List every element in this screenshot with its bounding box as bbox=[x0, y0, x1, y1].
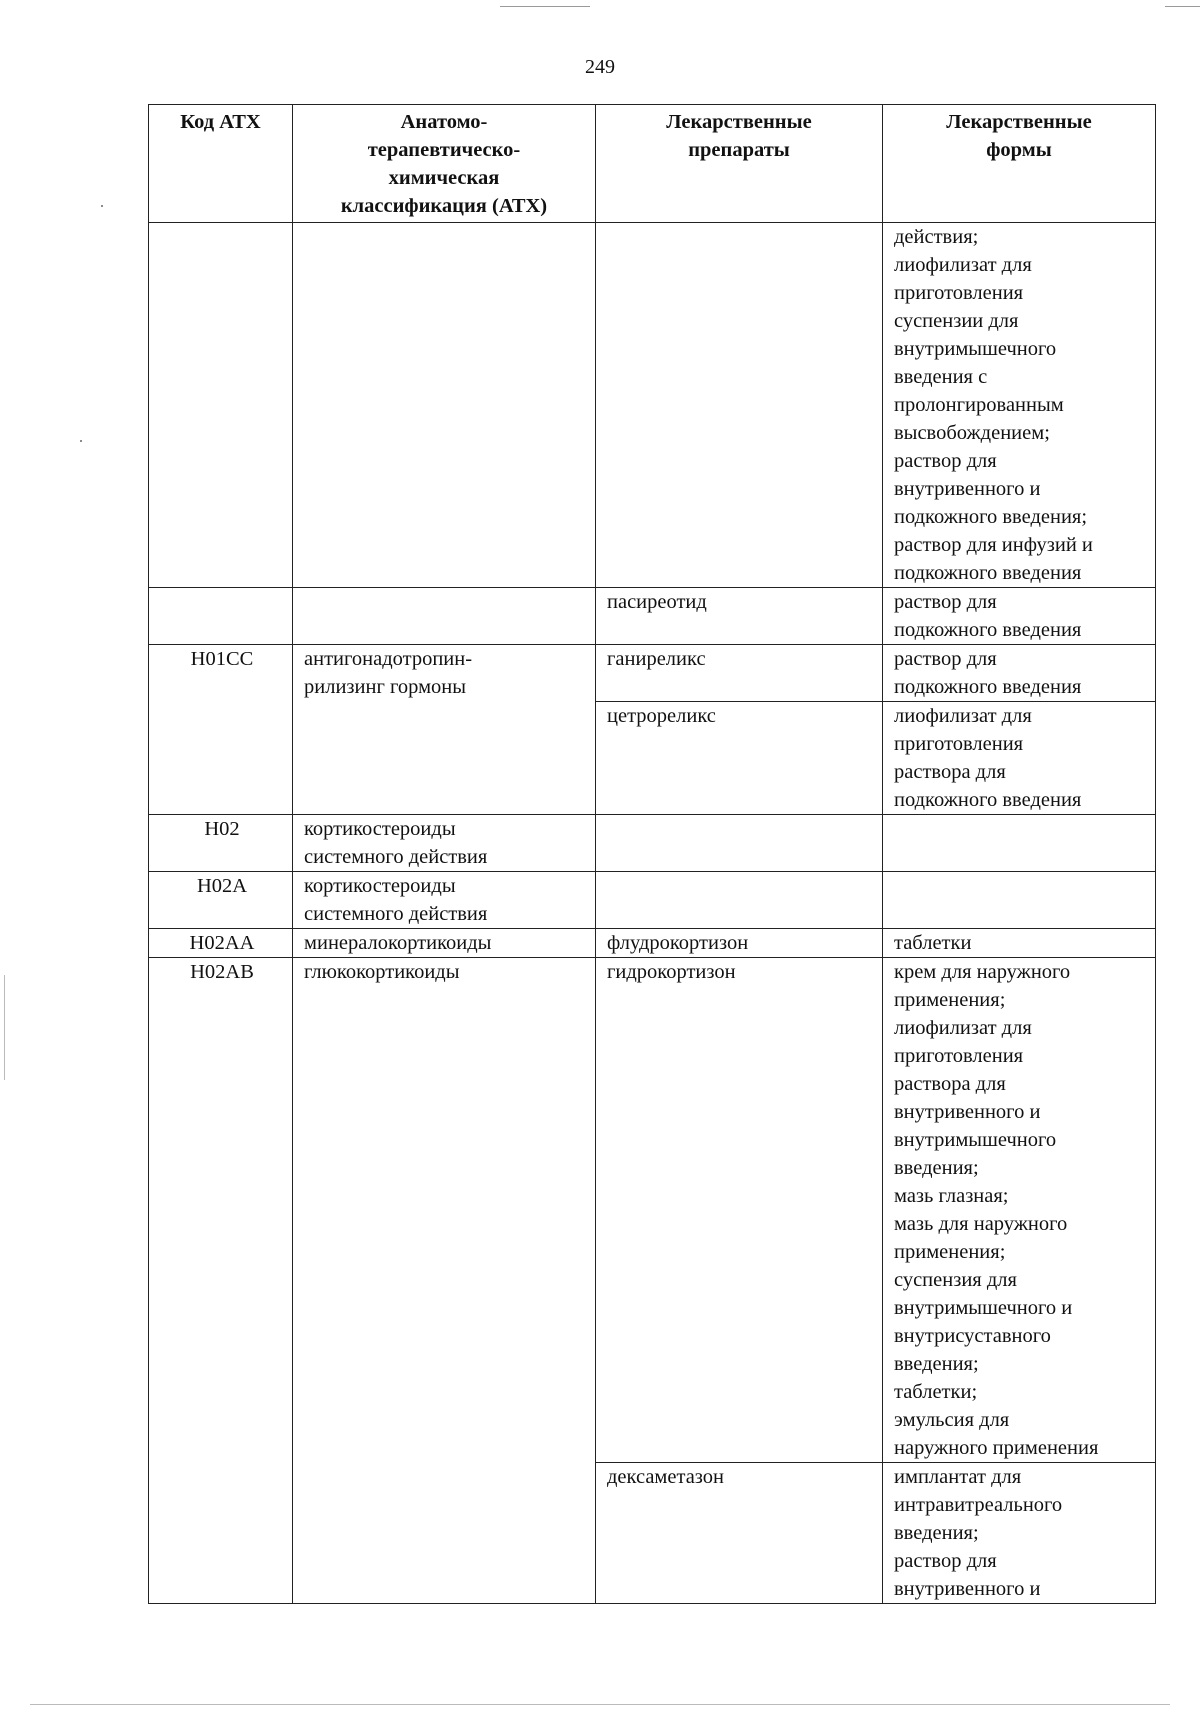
dosage-forms-cell bbox=[883, 1463, 1156, 1604]
cell-text-line: дексаметазон bbox=[607, 1466, 725, 1488]
page-number: 249 bbox=[585, 56, 615, 78]
drug-cell bbox=[596, 872, 883, 929]
dosage-forms-cell bbox=[883, 872, 1156, 929]
cell-text-line: мазь для наружного bbox=[894, 1213, 1068, 1235]
scan-artifact-top bbox=[500, 6, 590, 7]
classification-cell bbox=[293, 815, 596, 872]
cell-text-line: препараты bbox=[688, 139, 790, 161]
cell-text-line: таблетки bbox=[894, 932, 972, 954]
drug-cell bbox=[596, 958, 883, 1463]
atc-code-cell: H02A bbox=[149, 872, 293, 929]
scan-artifact-top-right bbox=[1165, 6, 1200, 7]
cell-text-line: минералокортикоиды bbox=[304, 932, 492, 954]
classification-cell bbox=[293, 872, 596, 929]
cell-text-line: высвобождением; bbox=[894, 422, 1050, 444]
cell-text-line: применения; bbox=[894, 1241, 1006, 1263]
cell-text-line: лиофилизат для bbox=[894, 254, 1032, 276]
drug-cell bbox=[596, 929, 883, 958]
classification-cell bbox=[293, 588, 596, 645]
dosage-forms-cell bbox=[883, 702, 1156, 815]
table-row bbox=[149, 958, 1156, 1463]
drug-cell bbox=[596, 1463, 883, 1604]
cell-text-line: классификация (АТХ) bbox=[340, 195, 548, 217]
table-row bbox=[149, 929, 1156, 958]
cell-text-line: Лекарственные bbox=[666, 111, 812, 133]
table-header-row bbox=[149, 105, 1156, 223]
cell-text-line: крем для наружного bbox=[894, 961, 1071, 983]
table-row bbox=[149, 815, 1156, 872]
scan-artifact-dot bbox=[101, 205, 103, 207]
header-atc-code bbox=[149, 105, 293, 223]
cell-text-line: глюкокортикоиды bbox=[304, 961, 460, 983]
drug-cell bbox=[596, 588, 883, 645]
cell-text-line: раствор для bbox=[894, 450, 997, 472]
cell-text-line: раствор для bbox=[894, 591, 997, 613]
cell-text-line: антигонадотропин- bbox=[304, 648, 473, 670]
cell-text-line: таблетки; bbox=[894, 1381, 978, 1403]
atc-code-cell bbox=[149, 588, 293, 645]
cell-text-line: подкожного введения; bbox=[894, 506, 1088, 528]
cell-text-line: кортикостероиды bbox=[304, 818, 456, 840]
atc-code-cell bbox=[149, 223, 293, 588]
atc-code-cell: H02AB bbox=[149, 958, 293, 1604]
cell-text-line: действия; bbox=[894, 226, 979, 248]
cell-text-line: внутривенного и bbox=[894, 1578, 1041, 1600]
cell-text-line: раствор для bbox=[894, 1550, 997, 1572]
cell-text-line: приготовления bbox=[894, 733, 1024, 755]
cell-text-line: гидрокортизон bbox=[607, 961, 736, 983]
cell-text-line: пролонгированным bbox=[894, 394, 1064, 416]
atc-code-cell: H02 bbox=[149, 815, 293, 872]
dosage-forms-cell bbox=[883, 223, 1156, 588]
drug-cell bbox=[596, 645, 883, 702]
scan-artifact-bottom bbox=[30, 1704, 1170, 1705]
cell-text-line: введения; bbox=[894, 1353, 979, 1375]
cell-text-line: внутривенного и bbox=[894, 478, 1041, 500]
cell-text-line: эмульсия для bbox=[894, 1409, 1010, 1431]
scan-artifact-left-edge bbox=[4, 975, 5, 1080]
cell-text-line: введения с bbox=[894, 366, 988, 388]
cell-text-line: ганиреликс bbox=[607, 648, 706, 670]
dosage-forms-cell bbox=[883, 958, 1156, 1463]
atc-code-cell: H01CC bbox=[149, 645, 293, 815]
cell-text-line: наружного применения bbox=[894, 1437, 1099, 1459]
cell-text-line: мазь глазная; bbox=[894, 1185, 1009, 1207]
atc-code-cell: H02AA bbox=[149, 929, 293, 958]
cell-text-line: применения; bbox=[894, 989, 1006, 1011]
cell-text-line: пасиреотид bbox=[607, 591, 707, 613]
cell-text-line: флудрокортизон bbox=[607, 932, 749, 954]
cell-text-line: терапевтическо- bbox=[367, 139, 521, 161]
cell-text-line: интравитреального bbox=[894, 1494, 1063, 1516]
cell-text-line: внутримышечного bbox=[894, 1129, 1057, 1151]
cell-text-line: подкожного введения bbox=[894, 676, 1082, 698]
cell-text-line: раствор для инфузий и bbox=[894, 534, 1093, 556]
cell-text-line: введения; bbox=[894, 1522, 979, 1544]
table-row bbox=[149, 872, 1156, 929]
cell-text-line: введения; bbox=[894, 1157, 979, 1179]
cell-text-line: суспензии для bbox=[894, 310, 1019, 332]
cell-text-line: внутрисуставного bbox=[894, 1325, 1051, 1347]
table-row bbox=[149, 223, 1156, 588]
cell-text-line: раствора для bbox=[894, 1073, 1006, 1095]
scan-artifact-dot bbox=[80, 440, 82, 442]
cell-text-line: внутримышечного и bbox=[894, 1297, 1073, 1319]
cell-text-line: имплантат для bbox=[894, 1466, 1022, 1488]
cell-text-line: суспензия для bbox=[894, 1269, 1017, 1291]
cell-text-line: лиофилизат для bbox=[894, 1017, 1032, 1039]
cell-text-line: подкожного введения bbox=[894, 789, 1082, 811]
header-dosage-forms bbox=[883, 105, 1156, 223]
cell-text-line: приготовления bbox=[894, 282, 1024, 304]
dosage-forms-cell bbox=[883, 929, 1156, 958]
cell-text-line: кортикостероиды bbox=[304, 875, 456, 897]
classification-cell bbox=[293, 958, 596, 1604]
dosage-forms-cell bbox=[883, 588, 1156, 645]
cell-text-line: раствора для bbox=[894, 761, 1006, 783]
drug-cell bbox=[596, 702, 883, 815]
classification-cell bbox=[293, 223, 596, 588]
cell-text-line: раствор для bbox=[894, 648, 997, 670]
cell-text-line: Код АТХ bbox=[180, 111, 261, 133]
classification-cell bbox=[293, 645, 596, 815]
drug-cell bbox=[596, 815, 883, 872]
cell-text-line: цетрореликс bbox=[607, 705, 716, 727]
cell-text-line: системного действия bbox=[304, 846, 488, 868]
table-row bbox=[149, 645, 1156, 702]
cell-text-line: формы bbox=[986, 139, 1052, 161]
cell-text-line: Анатомо- bbox=[400, 111, 488, 133]
header-atc-classification bbox=[293, 105, 596, 223]
cell-text-line: химическая bbox=[388, 167, 500, 189]
cell-text-line: внутривенного и bbox=[894, 1101, 1041, 1123]
cell-text-line: приготовления bbox=[894, 1045, 1024, 1067]
cell-text-line: внутримышечного bbox=[894, 338, 1057, 360]
dosage-forms-cell bbox=[883, 815, 1156, 872]
cell-text-line: Лекарственные bbox=[946, 111, 1092, 133]
cell-text-line: системного действия bbox=[304, 903, 488, 925]
cell-text-line: лиофилизат для bbox=[894, 705, 1032, 727]
table-row bbox=[149, 588, 1156, 645]
cell-text-line: подкожного введения bbox=[894, 562, 1082, 584]
cell-text-line: подкожного введения bbox=[894, 619, 1082, 641]
cell-text-line: рилизинг гормоны bbox=[304, 676, 467, 698]
header-drugs bbox=[596, 105, 883, 223]
atc-drug-table bbox=[148, 104, 1156, 1604]
drug-cell bbox=[596, 223, 883, 588]
dosage-forms-cell bbox=[883, 645, 1156, 702]
classification-cell bbox=[293, 929, 596, 958]
